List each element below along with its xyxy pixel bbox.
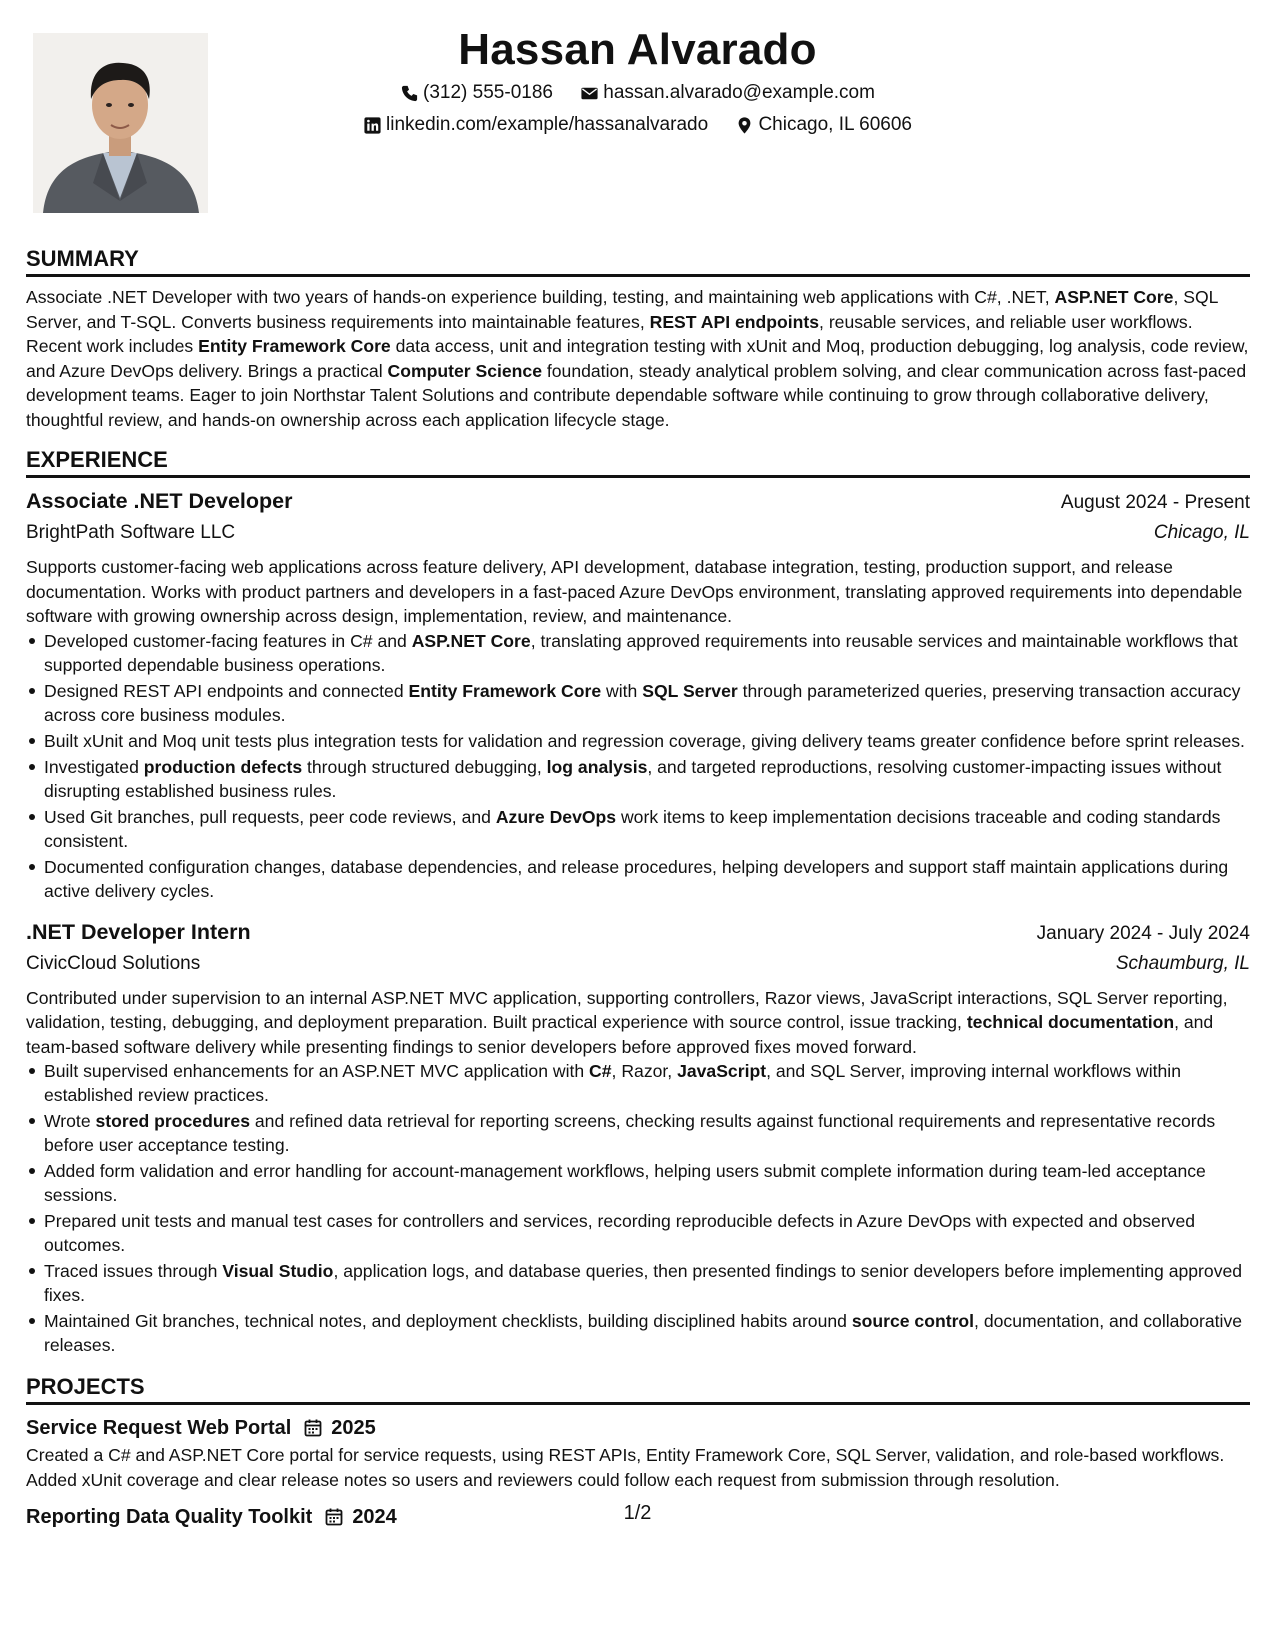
emphasis-text: log analysis xyxy=(546,756,648,777)
job-description: Contributed under supervision to an internal ASP.NET MVC application, supporting controllers, Razor views, JavaScript interactions, SQL Server reporting, validation, testing, debugging, and deployment preparation. Built practical experience with source control, issue tracking, technical documentation, and team-based software delivery while presenting findings to senior developers before approved fixes moved forward. xyxy=(26,987,1228,1057)
linkedin-icon xyxy=(363,116,382,135)
project-name: Reporting Data Quality Toolkit xyxy=(26,1506,313,1528)
emphasis-text: Azure DevOps xyxy=(495,806,617,827)
job-company: BrightPath Software LLC xyxy=(26,522,236,543)
job-bullet: Designed REST API endpoints and connected Entity Framework Core with SQL Server through parameterized queries, preserving transaction accuracy across core business modules. xyxy=(44,679,1250,727)
emphasis-text: SQL Server xyxy=(642,680,738,701)
job-bullet: Added form validation and error handling for account-management workflows, helping users submit complete information during team-led acceptance sessions. xyxy=(44,1159,1250,1207)
job-company: CivicCloud Solutions xyxy=(26,952,201,974)
project-name: Service Request Web Portal xyxy=(26,1417,292,1439)
job-bullet: Investigated production defects through structured debugging, log analysis, and targeted reproductions, resolving customer-impacting issues without disrupting established business rules. xyxy=(44,755,1250,803)
contact-location xyxy=(735,112,912,138)
job-location: Schaumburg, IL xyxy=(1115,952,1250,974)
project-year: 2024 xyxy=(352,1506,397,1528)
linkedin-text: linkedin.com/example/hassanalvarado xyxy=(386,114,709,135)
emphasis-text: Visual Studio xyxy=(222,1261,334,1281)
location-text: Chicago, IL 60606 xyxy=(758,114,912,135)
contact-email[interactable] xyxy=(580,80,875,106)
resume-body xyxy=(26,245,1250,1532)
job-bullet: Wrote stored procedures and refined data retrieval for reporting screens, checking results against functional requirements and representative records before user acceptance testing. xyxy=(44,1109,1250,1157)
job-bullets xyxy=(26,1059,1250,1357)
job-dates: January 2024 - July 2024 xyxy=(1036,922,1250,944)
emphasis-text: Entity Framework Core xyxy=(198,336,391,356)
emphasis-text: technical documentation xyxy=(966,1012,1175,1032)
email-text: hassan.alvarado@example.com xyxy=(603,82,875,103)
experience-heading: EXPERIENCE xyxy=(26,446,1250,478)
emphasis-text: production defects xyxy=(143,756,303,777)
emphasis-text: ASP.NET Core xyxy=(1054,287,1174,307)
emphasis-text: JavaScript xyxy=(677,1061,767,1081)
emphasis-text: REST API endpoints xyxy=(649,311,820,332)
page-number: 1/2 xyxy=(623,1502,652,1524)
job-bullet: Built supervised enhancements for an ASP.NET MVC application with C#, Razor, JavaScript, and SQL Server, improving internal workflows within established review practices. xyxy=(44,1059,1250,1107)
job-entry xyxy=(26,486,1250,903)
envelope-icon xyxy=(580,84,599,103)
contact-phone[interactable] xyxy=(400,80,553,106)
emphasis-text: stored procedures xyxy=(95,1111,250,1131)
project-entry xyxy=(26,1413,1250,1492)
emphasis-text: ASP.NET Core xyxy=(411,630,531,651)
job-bullet: Developed customer-facing features in C# and ASP.NET Core, translating approved requirements into reusable services and maintainable workflows that supported dependable business operations. xyxy=(44,629,1250,677)
emphasis-text: C# xyxy=(589,1061,612,1081)
summary-text: Associate .NET Developer with two years of hands-on experience building, testing, and maintaining web applications with C#, .NET, ASP.NET Core, SQL Server, and T-SQL. Converts business requirements into maintainable features, REST API endpoints, reusable services, and reliable user workflows. Recent work includes Entity Framework Core data access, unit and integration testing with xUnit and Moq, production debugging, log analysis, code review, and Azure DevOps delivery. Brings a practical Computer Science foundation, steady analytical problem solving, and clear communication across fast-paced development teams. Eager to join Northstar Talent Solutions and contribute dependable software while continuing to grow through collaborative delivery, thoughtful review, and hands-on ownership across each application lifecycle stage. xyxy=(26,287,1249,430)
job-bullet: Documented configuration changes, database dependencies, and release procedures, helping developers and support staff maintain applications during active delivery cycles. xyxy=(44,855,1250,903)
map-pin-icon xyxy=(735,116,754,135)
job-bullet: Prepared unit tests and manual test cases for controllers and services, recording reproducible defects in Azure DevOps with expected and observed outcomes. xyxy=(44,1209,1250,1257)
job-description: Supports customer-facing web applications across feature delivery, API development, database integration, testing, production support, and release documentation. Works with product partners and developers in a fast-paced Azure DevOps environment, translating approved requirements into dependable software with growing ownership across design, implementation, review, and maintenance. xyxy=(26,557,1243,626)
emphasis-text: source control xyxy=(851,1311,975,1331)
contact-row-1 xyxy=(0,80,1275,111)
job-bullets xyxy=(26,629,1250,903)
calendar-icon xyxy=(303,1418,323,1438)
job-entry xyxy=(26,917,1250,1358)
job-location: Chicago, IL xyxy=(1153,522,1250,543)
job-bullet: Traced issues through Visual Studio, application logs, and database queries, then presented findings to senior developers before implementing approved fixes. xyxy=(44,1259,1250,1307)
emphasis-text: Entity Framework Core xyxy=(408,680,602,701)
contact-row-2 xyxy=(0,112,1275,143)
job-bullet: Used Git branches, pull requests, peer code reviews, and Azure DevOps work items to keep implementation decisions traceable and coding standards consistent. xyxy=(44,805,1250,853)
job-title: Associate .NET Developer xyxy=(26,489,293,513)
summary-heading: SUMMARY xyxy=(26,245,1250,277)
project-year: 2025 xyxy=(331,1417,376,1439)
candidate-name: Hassan Alvarado xyxy=(458,25,817,74)
job-title: .NET Developer Intern xyxy=(26,919,251,944)
contact-linkedin[interactable] xyxy=(363,112,708,138)
job-bullet: Built xUnit and Moq unit tests plus integration tests for validation and regression coverage, giving delivery teams greater confidence before sprint releases. xyxy=(44,729,1250,753)
phone-icon xyxy=(400,84,419,103)
phone-text: (312) 555-0186 xyxy=(423,82,553,103)
project-description: Created a C# and ASP.NET Core portal for service requests, using REST APIs, Entity Framework Core, SQL Server, validation, and role-based workflows. Added xUnit coverage and clear release notes so users and reviewers could follow each request from submission through resolution. xyxy=(26,1445,1225,1490)
projects-heading: PROJECTS xyxy=(26,1373,1250,1405)
emphasis-text: Computer Science xyxy=(387,360,542,381)
job-dates: August 2024 - Present xyxy=(1060,492,1250,513)
job-bullet: Maintained Git branches, technical notes, and deployment checklists, building disciplined habits around source control, documentation, and collaborative releases. xyxy=(44,1309,1250,1357)
